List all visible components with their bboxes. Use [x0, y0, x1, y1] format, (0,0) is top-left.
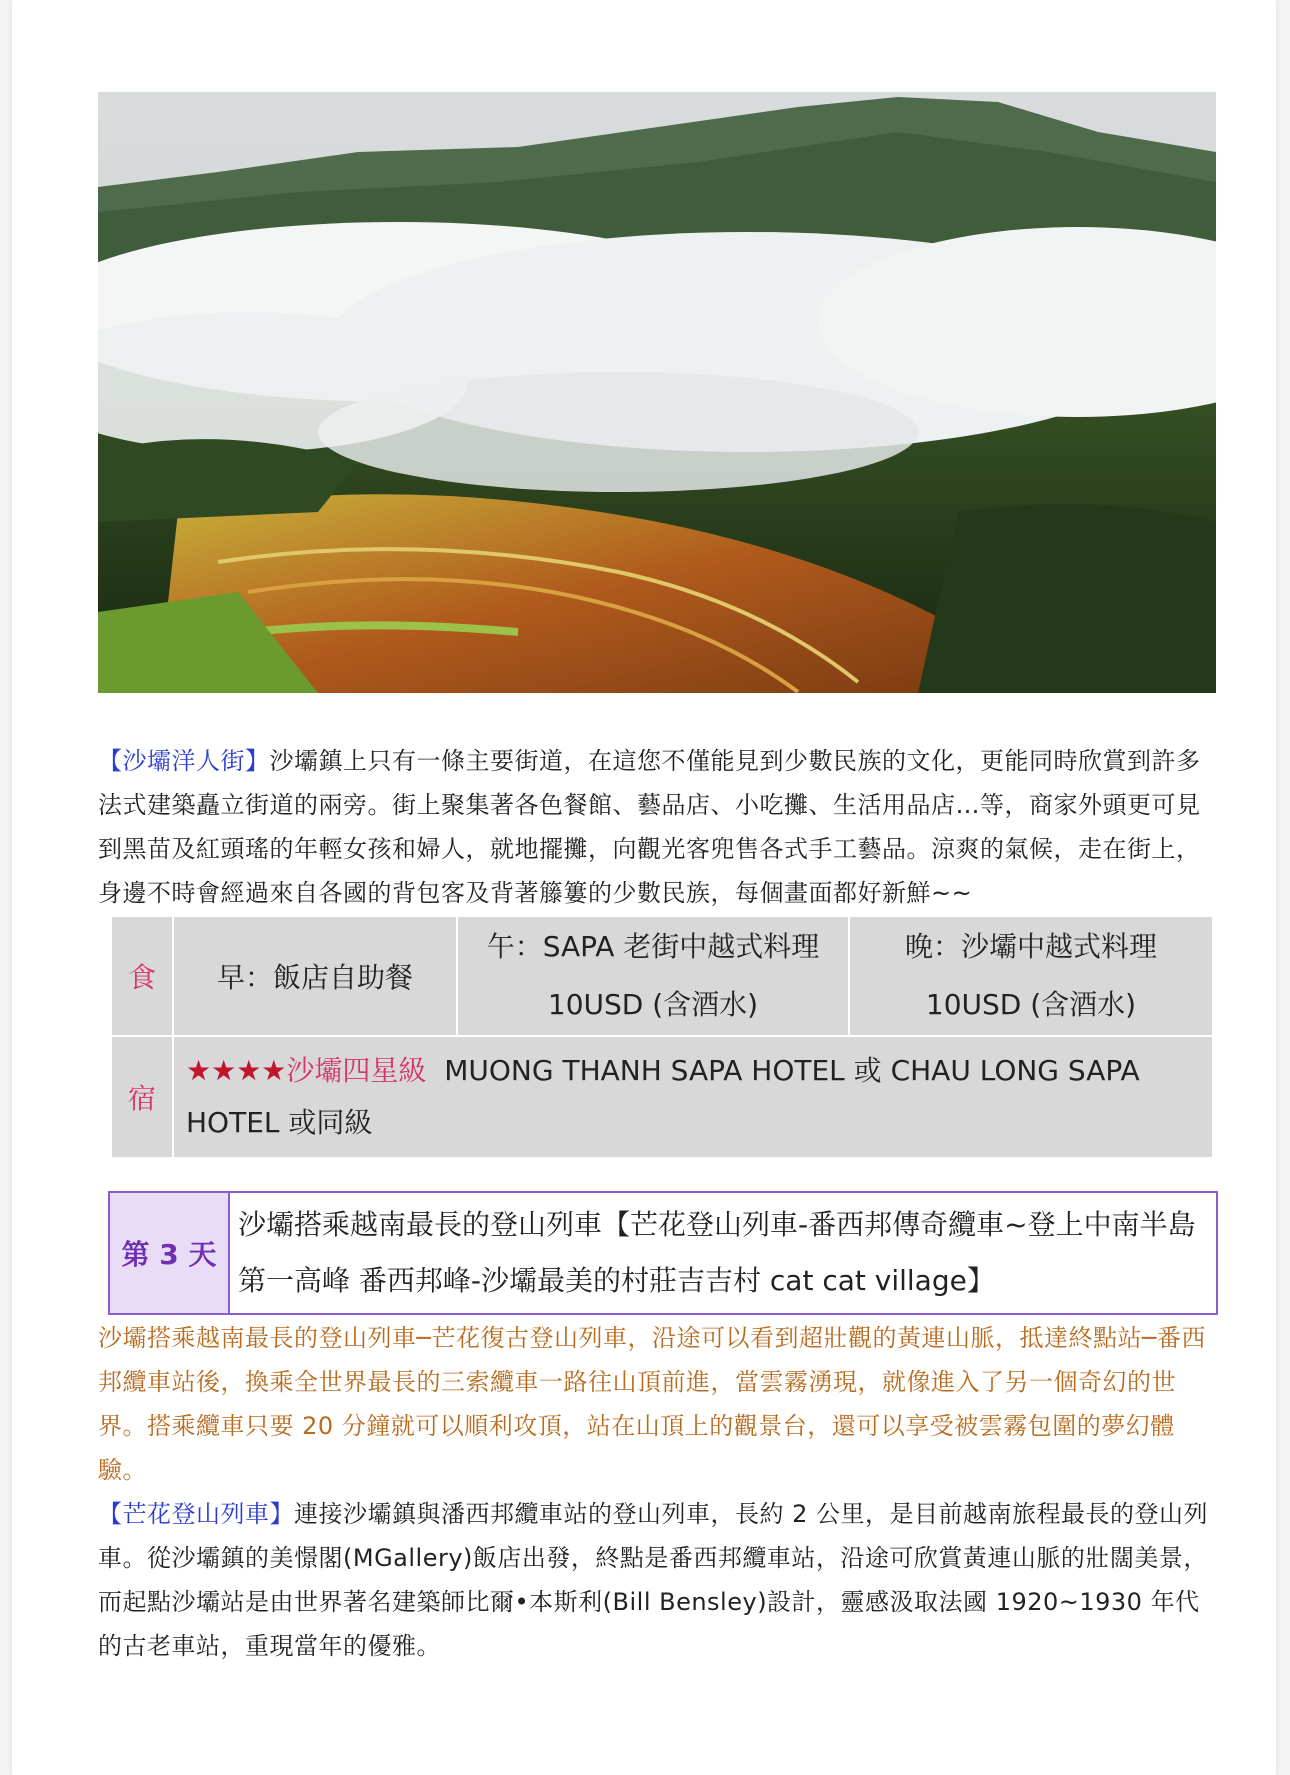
hotel-cell	[173, 1036, 1213, 1158]
day-title: 沙壩搭乘越南最長的登山列車【芒花登山列車-番西邦傳奇纜車~登上中南半島第一高峰 番西邦峰-沙壩最美的村莊吉吉村 cat cat village】	[238, 1208, 1196, 1297]
intro-heading: 【沙壩洋人街】	[98, 747, 270, 775]
dinner-name: 晚：沙壩中越式料理	[904, 930, 1157, 963]
lodging-label: 宿	[111, 1036, 173, 1158]
meals-row	[111, 916, 1213, 1036]
day-3-description: 沙壩搭乘越南最長的登山列車─芒花復古登山列車，沿途可以看到超壯觀的黃連山脈，抵達終點站─番西邦纜車站後，換乘全世界最長的三索纜車一路往山頂前進，當雲霧湧現，就像進入了另一個奇幻的世界。搭乘纜車只要 20 分鐘就可以順利攻頂，站在山頂上的觀景台，還可以享受被雲霧包圍的夢幻體驗。	[98, 1324, 1206, 1484]
sapa-landscape-photo	[98, 92, 1216, 693]
star-rating: ★★★★	[186, 1054, 287, 1087]
hotel-name: MUONG THANH SAPA HOTEL 或 CHAU LONG SAPA HOTEL 或同級	[186, 1054, 1140, 1139]
intro-text: 沙壩鎮上只有一條主要街道，在這您不僅能見到少數民族的文化，更能同時欣賞到許多法式建築矗立街道的兩旁。街上聚集著各色餐館、藝品店、小吃攤、生活用品店…等，商家外頭更可見到黑苗及紅頭瑤的年輕女孩和婦人，就地擺攤，向觀光客兜售各式手工藝品。涼爽的氣候，走在街上，身邊不時會經過來自各國的背包客及背著籐簍的少數民族，每個畫面都好新鮮~~	[98, 747, 1201, 907]
train-text: 連接沙壩鎮與潘西邦纜車站的登山列車，長約 2 公里，是目前越南旅程最長的登山列車。從沙壩鎮的美憬閣(MGallery)飯店出發，終點是番西邦纜車站，沿途可欣賞黃連山脈的壯闊美景，而起點沙壩站是由世界著名建築師比爾•本斯利(Bill Bensley)設計，靈感汲取法國 1920~1930 年代的古老車站，重現當年的優雅。	[98, 1500, 1209, 1660]
meals-label: 食	[111, 916, 173, 1036]
meals-lodging-table	[110, 915, 1214, 1159]
lunch-name: 午：SAPA 老街中越式料理	[486, 930, 820, 963]
train-heading: 【芒花登山列車】	[98, 1500, 294, 1528]
day-label: 第 3 天	[110, 1193, 230, 1313]
dinner-cell	[849, 916, 1213, 1036]
day-3-header	[108, 1191, 1218, 1315]
lunch-cell	[457, 916, 849, 1036]
lodging-row	[111, 1036, 1213, 1158]
train-paragraph	[98, 1492, 1216, 1668]
hotel-grade: 沙壩四星級	[286, 1054, 427, 1087]
dinner-price: 10USD (含酒水)	[925, 988, 1137, 1021]
breakfast-cell: 早：飯店自助餐	[173, 916, 457, 1036]
lunch-price: 10USD (含酒水)	[547, 988, 759, 1021]
intro-paragraph	[98, 739, 1216, 915]
document-page	[12, 0, 1276, 1775]
